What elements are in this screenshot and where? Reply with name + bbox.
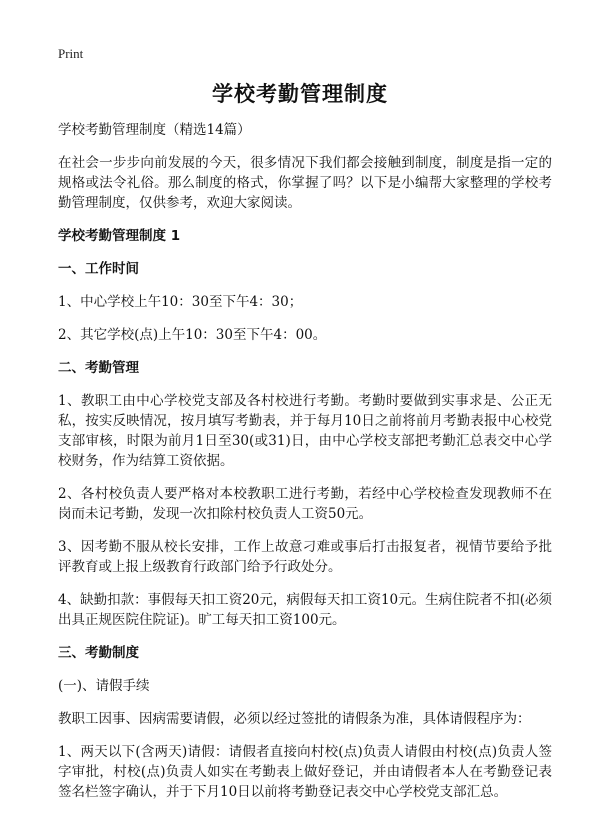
document-subtitle: 学校考勤管理制度（精选14篇） — [58, 122, 251, 138]
leave-procedure-intro: 教职工因事、因病需要请假，必须以经过签批的请假条为准，具体请假程序为： — [58, 711, 531, 727]
list-item: 2、各村校负责人要严格对本校教职工进行考勤，若经中心学校检查发现教师不在岗而未记考勤，发现一次扣除村校负责人工资50元。 — [58, 486, 552, 522]
page-title: 学校考勤管理制度 — [212, 82, 388, 106]
part-heading-attendance-rules: 三、考勤制度 — [58, 645, 139, 661]
list-item: 1、教职工由中心学校党支部及各村校进行考勤。考勤时要做到实事求是、公正无私，按实反映情况，按月填写考勤表，并于每月10日之前将前月考勤表报中心校党支部审核，时限为前月1日至30(或31)日，由中心学校支部把考勤汇总表交中心学校财务，作为结算工资依据。 — [58, 393, 552, 469]
document-body — [58, 120, 552, 815]
part-heading-attendance-management: 二、考勤管理 — [58, 360, 139, 376]
intro-paragraph: 在社会一步步向前发展的今天，很多情况下我们都会接触到制度，制度是指一定的规格或法令礼俗。那么制度的格式，你掌握了吗？以下是小编帮大家整理的学校考勤管理制度，仅供参考，欢迎大家阅读。 — [58, 155, 552, 211]
list-item: 1、两天以下(含两天)请假：请假者直接向村校(点)负责人请假由村校(点)负责人签字审批，村校(点)负责人如实在考勤表上做好登记，并由请假者本人在考勤登记表签名栏签字确认，并于下月10日以前将考勤登记表交中心学校党支部汇总。 — [58, 744, 552, 800]
list-item: 2、其它学校(点)上午10：30至下午4：00。 — [58, 327, 327, 343]
sub-heading-leave-procedure: (一)、请假手续 — [58, 678, 150, 694]
list-item: 4、缺勤扣款：事假每天扣工资20元，病假每天扣工资10元。生病住院者不扣(必须出具正规医院住院证)。旷工每天扣工资100元。 — [58, 592, 552, 628]
list-item: 3、因考勤不服从校长安排，工作上故意刁难或事后打击报复者，视情节要给予批评教育或上报上级教育行政部门给予行政处分。 — [58, 539, 552, 575]
section-heading: 学校考勤管理制度 1 — [58, 228, 181, 244]
print-link[interactable]: Print — [58, 46, 84, 61]
list-item: 1、中心学校上午10：30至下午4：30； — [58, 294, 303, 310]
part-heading-work-hours: 一、工作时间 — [58, 261, 139, 277]
